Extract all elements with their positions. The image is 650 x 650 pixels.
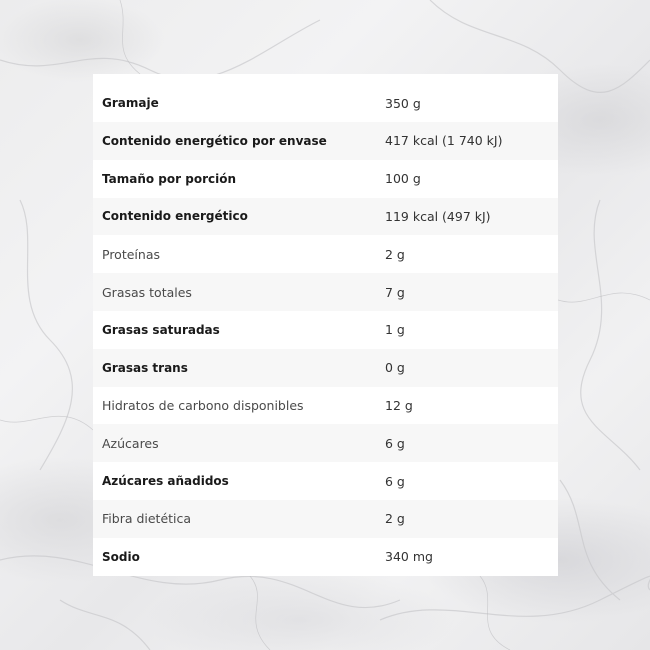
row-value: 2 g [385,511,405,527]
row-label: Contenido energético [102,209,248,224]
row-label: Sodio [102,549,140,564]
row-label: Azúcares [102,435,159,451]
row-label: Hidratos de carbono disponibles [102,397,304,413]
row-label: Gramaje [102,96,159,110]
table-row [93,160,558,198]
table-row [93,235,558,273]
nutrition-table [93,74,558,576]
row-value: 417 kcal (1 740 kJ) [385,133,503,149]
row-value: 6 g [385,435,405,451]
row-label: Grasas saturadas [102,322,220,337]
row-label: Proteínas [102,246,160,262]
row-value: 340 mg [385,549,433,565]
table-row [93,349,558,387]
row-label: Grasas totales [102,284,192,300]
table-row [93,500,558,538]
table-row [93,311,558,349]
table-row [93,462,558,500]
row-value: 1 g [385,322,405,338]
row-value: 350 g [385,95,421,111]
row-value: 12 g [385,397,413,413]
table-row [93,538,558,576]
row-value: 119 kcal (497 kJ) [385,208,491,224]
row-value: 100 g [385,171,421,187]
row-value: 0 g [385,360,405,376]
table-row [93,424,558,462]
row-label: Azúcares añadidos [102,474,229,489]
table-row [93,273,558,311]
row-value: 7 g [385,284,405,300]
row-label: Tamaño por porción [102,171,236,186]
row-label: Contenido energético por envase [102,133,327,148]
row-label: Grasas trans [102,360,188,375]
row-value: 6 g [385,473,405,489]
row-value: 2 g [385,246,405,262]
table-row [93,122,558,160]
table-row [93,74,558,122]
row-label: Fibra dietética [102,511,192,527]
table-row [93,198,558,236]
table-row [93,387,558,425]
